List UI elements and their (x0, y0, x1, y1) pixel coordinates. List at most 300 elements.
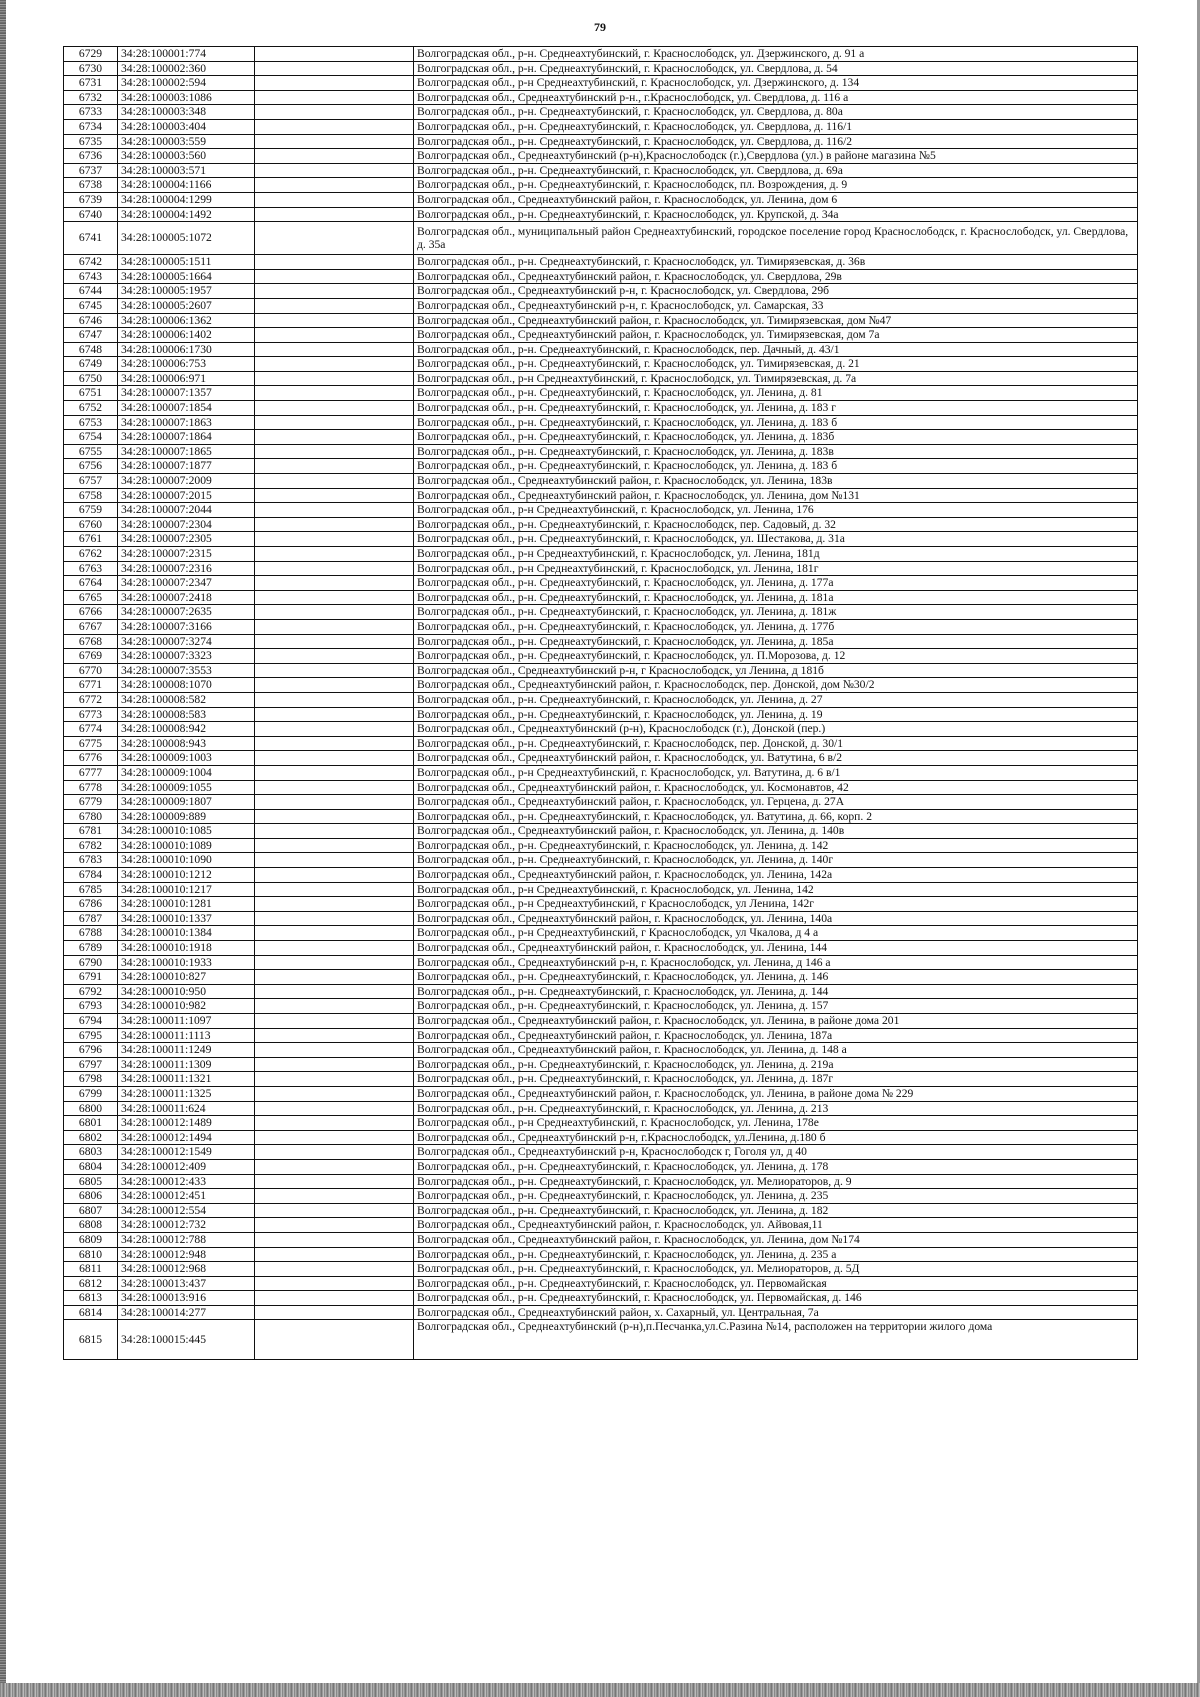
address-cell: Волгоградская обл., Среднеахтубинский район, г. Краснослободск, ул. Ленина, 142а (414, 868, 1138, 883)
address-cell: Волгоградская обл., р-н. Среднеахтубинский, г. Краснослободск, ул. Ленина, д. 140г (414, 853, 1138, 868)
table-row (64, 634, 1138, 649)
address-cell: Волгоградская обл., Среднеахтубинский район, г. Краснослободск, ул. Ленина, дом №174 (414, 1232, 1138, 1247)
address-cell: Волгоградская обл., Среднеахтубинский (р-н),п.Песчанка,ул.С.Разина №14, расположен на территории жилого дома (414, 1320, 1138, 1360)
table-row (64, 780, 1138, 795)
table-row (64, 868, 1138, 883)
table-row (64, 911, 1138, 926)
address-cell: Волгоградская обл., р-н. Среднеахтубинский, г. Краснослободск, ул. Ленина, д. 142 (414, 838, 1138, 853)
table-row (64, 1072, 1138, 1087)
cadastral-number-cell: 34:28:100010:950 (118, 984, 255, 999)
cadastral-number-cell: 34:28:100011:1097 (118, 1014, 255, 1029)
empty-cell (255, 357, 414, 372)
empty-cell (255, 955, 414, 970)
row-number-cell: 6811 (64, 1262, 118, 1277)
empty-cell (255, 134, 414, 149)
address-cell: Волгоградская обл., р-н Среднеахтубинский, г. Краснослободск, ул. Ленина, 181д (414, 547, 1138, 562)
address-cell: Волгоградская обл., р-н. Среднеахтубинский, г. Краснослободск, ул. Ленина, д. 144 (414, 984, 1138, 999)
table-row (64, 342, 1138, 357)
table-row (64, 459, 1138, 474)
cadastral-number-cell: 34:28:100011:1249 (118, 1043, 255, 1058)
address-cell: Волгоградская обл., Среднеахтубинский р-н, г.Краснослободск, ул.Ленина, д.180 б (414, 1130, 1138, 1145)
row-number-cell: 6800 (64, 1101, 118, 1116)
row-number-cell: 6808 (64, 1218, 118, 1233)
address-cell: Волгоградская обл., р-н Среднеахтубинский, г. Краснослободск, ул. Ватутина, д. 6 в/1 (414, 765, 1138, 780)
table-row (64, 90, 1138, 105)
address-cell: Волгоградская обл., р-н. Среднеахтубинский, г. Краснослободск, ул. Свердлова, д. 116/1 (414, 119, 1138, 134)
empty-cell (255, 532, 414, 547)
empty-cell (255, 298, 414, 313)
cadastral-number-cell: 34:28:100007:3553 (118, 663, 255, 678)
cadastral-number-cell: 34:28:100012:451 (118, 1189, 255, 1204)
empty-cell (255, 1028, 414, 1043)
address-cell: Волгоградская обл., Среднеахтубинский р-н, г. Краснослободск, ул. Ленина, д 146 а (414, 955, 1138, 970)
table-row (64, 941, 1138, 956)
cadastral-number-cell: 34:28:100003:348 (118, 105, 255, 120)
address-cell: Волгоградская обл., Среднеахтубинский район, г. Краснослободск, ул. Космонавтов, 42 (414, 780, 1138, 795)
row-number-cell: 6794 (64, 1014, 118, 1029)
cadastral-number-cell: 34:28:100010:827 (118, 970, 255, 985)
row-number-cell: 6795 (64, 1028, 118, 1043)
empty-cell (255, 984, 414, 999)
row-number-cell: 6741 (64, 222, 118, 255)
empty-cell (255, 386, 414, 401)
table-row (64, 678, 1138, 693)
cadastral-number-cell: 34:28:100011:1321 (118, 1072, 255, 1087)
row-number-cell: 6791 (64, 970, 118, 985)
address-cell: Волгоградская обл., Среднеахтубинский район, г. Краснослободск, ул. Ленина, 144 (414, 941, 1138, 956)
row-number-cell: 6787 (64, 911, 118, 926)
table-row (64, 269, 1138, 284)
table-row (64, 163, 1138, 178)
empty-cell (255, 207, 414, 222)
address-cell: Волгоградская обл., р-н Среднеахтубинский, г Краснослободск, ул Ленина, 142г (414, 897, 1138, 912)
table-row (64, 1043, 1138, 1058)
address-cell: Волгоградская обл., Среднеахтубинский район, г. Краснослободск, ул. Ленина, в районе дома 201 (414, 1014, 1138, 1029)
table-row (64, 561, 1138, 576)
empty-cell (255, 882, 414, 897)
row-number-cell: 6772 (64, 692, 118, 707)
address-cell: Волгоградская обл., р-н Среднеахтубинский, г. Краснослободск, ул. Дзержинского, д. 134 (414, 76, 1138, 91)
empty-cell (255, 371, 414, 386)
empty-cell (255, 269, 414, 284)
cadastral-number-cell: 34:28:100006:1730 (118, 342, 255, 357)
table-row (64, 736, 1138, 751)
address-cell: Волгоградская обл., р-н. Среднеахтубинский, г. Краснослободск, ул. Крупской, д. 34а (414, 207, 1138, 222)
address-cell: Волгоградская обл., р-н. Среднеахтубинский, г. Краснослободск, ул. Ленина, д. 183б (414, 430, 1138, 445)
empty-cell (255, 1305, 414, 1320)
empty-cell (255, 547, 414, 562)
row-number-cell: 6790 (64, 955, 118, 970)
property-registry-table (63, 46, 1138, 1360)
row-number-cell: 6783 (64, 853, 118, 868)
row-number-cell: 6736 (64, 149, 118, 164)
address-cell: Волгоградская обл., р-н. Среднеахтубинский, г. Краснослободск, ул. Тимирязевская, д. 36в (414, 255, 1138, 270)
table-row (64, 984, 1138, 999)
cadastral-number-cell: 34:28:100012:968 (118, 1262, 255, 1277)
table-row (64, 882, 1138, 897)
table-row (64, 1232, 1138, 1247)
row-number-cell: 6756 (64, 459, 118, 474)
address-cell: Волгоградская обл., Среднеахтубинский р-н, Краснослободск г, Гоголя ул, д 40 (414, 1145, 1138, 1160)
empty-cell (255, 809, 414, 824)
table-row (64, 313, 1138, 328)
table-row (64, 371, 1138, 386)
cadastral-number-cell: 34:28:100013:437 (118, 1276, 255, 1291)
cadastral-number-cell: 34:28:100007:1865 (118, 444, 255, 459)
address-cell: Волгоградская обл., Среднеахтубинский район, г. Краснослободск, ул. Ленина, 187а (414, 1028, 1138, 1043)
table-row (64, 897, 1138, 912)
cadastral-number-cell: 34:28:100003:571 (118, 163, 255, 178)
address-cell: Волгоградская обл., р-н. Среднеахтубинский, г. Краснослободск, ул. Тимирязевская, д. 21 (414, 357, 1138, 372)
table-row (64, 444, 1138, 459)
row-number-cell: 6749 (64, 357, 118, 372)
cadastral-number-cell: 34:28:100012:732 (118, 1218, 255, 1233)
row-number-cell: 6786 (64, 897, 118, 912)
address-cell: Волгоградская обл., р-н. Среднеахтубинский, г. Краснослободск, ул. Ленина, д. 183 б (414, 415, 1138, 430)
cadastral-number-cell: 34:28:100010:1090 (118, 853, 255, 868)
address-cell: Волгоградская обл., р-н. Среднеахтубинский, г. Краснослободск, ул. Мелиораторов, д. 9 (414, 1174, 1138, 1189)
table-row (64, 838, 1138, 853)
address-cell: Волгоградская обл., р-н. Среднеахтубинский, г. Краснослободск, ул. Ленина, д. 177а (414, 576, 1138, 591)
cadastral-number-cell: 34:28:100008:583 (118, 707, 255, 722)
address-cell: Волгоградская обл., р-н. Среднеахтубинский, г. Краснослободск, ул. Ленина, д. 81 (414, 386, 1138, 401)
address-cell: Волгоградская обл., р-н. Среднеахтубинский, г. Краснослободск, ул. Ленина, д. 219а (414, 1057, 1138, 1072)
table-row (64, 76, 1138, 91)
table-row (64, 222, 1138, 255)
empty-cell (255, 1086, 414, 1101)
address-cell: Волгоградская обл., р-н. Среднеахтубинский, г. Краснослободск, ул. Ленина, д. 235 а (414, 1247, 1138, 1262)
address-cell: Волгоградская обл., р-н. Среднеахтубинский, г. Краснослободск, ул. Свердлова, д. 80а (414, 105, 1138, 120)
address-cell: Волгоградская обл., р-н Среднеахтубинский, г. Краснослободск, ул. Ленина, 176 (414, 503, 1138, 518)
cadastral-number-cell: 34:28:100010:1337 (118, 911, 255, 926)
row-number-cell: 6776 (64, 751, 118, 766)
table-row (64, 765, 1138, 780)
cadastral-number-cell: 34:28:100004:1492 (118, 207, 255, 222)
address-cell: Волгоградская обл., р-н. Среднеахтубинский, г. Краснослободск, ул. П.Морозова, д. 12 (414, 649, 1138, 664)
table-row (64, 1276, 1138, 1291)
empty-cell (255, 795, 414, 810)
empty-cell (255, 517, 414, 532)
cadastral-number-cell: 34:28:100002:360 (118, 61, 255, 76)
address-cell: Волгоградская обл., р-н. Среднеахтубинский, г. Краснослободск, ул. Ленина, д. 185а (414, 634, 1138, 649)
table-row (64, 517, 1138, 532)
row-number-cell: 6796 (64, 1043, 118, 1058)
cadastral-number-cell: 34:28:100012:554 (118, 1203, 255, 1218)
address-cell: Волгоградская обл., р-н Среднеахтубинский, г. Краснослободск, ул. Ленина, 142 (414, 882, 1138, 897)
empty-cell (255, 576, 414, 591)
table-row (64, 619, 1138, 634)
table-row (64, 1305, 1138, 1320)
table-row (64, 119, 1138, 134)
address-cell: Волгоградская обл., Среднеахтубинский район, г. Краснослободск, ул. Ватутина, 6 в/2 (414, 751, 1138, 766)
empty-cell (255, 780, 414, 795)
cadastral-number-cell: 34:28:100005:1664 (118, 269, 255, 284)
row-number-cell: 6798 (64, 1072, 118, 1087)
row-number-cell: 6750 (64, 371, 118, 386)
cadastral-number-cell: 34:28:100010:1089 (118, 838, 255, 853)
cadastral-number-cell: 34:28:100015:445 (118, 1320, 255, 1360)
address-cell: Волгоградская обл., Среднеахтубинский район, г. Краснослободск, ул. Ленина, дом №131 (414, 488, 1138, 503)
address-cell: Волгоградская обл., Среднеахтубинский р-н, г. Краснослободск, ул. Свердлова, 29б (414, 284, 1138, 299)
cadastral-number-cell: 34:28:100008:942 (118, 722, 255, 737)
cadastral-number-cell: 34:28:100005:1957 (118, 284, 255, 299)
empty-cell (255, 838, 414, 853)
cadastral-number-cell: 34:28:100003:404 (118, 119, 255, 134)
empty-cell (255, 149, 414, 164)
table-row (64, 1203, 1138, 1218)
cadastral-number-cell: 34:28:100005:2607 (118, 298, 255, 313)
empty-cell (255, 474, 414, 489)
empty-cell (255, 90, 414, 105)
cadastral-number-cell: 34:28:100007:2315 (118, 547, 255, 562)
cadastral-number-cell: 34:28:100003:1086 (118, 90, 255, 105)
empty-cell (255, 1043, 414, 1058)
address-cell: Волгоградская обл., р-н. Среднеахтубинский, г. Краснослободск, ул. Ленина, д. 178 (414, 1159, 1138, 1174)
table-row (64, 547, 1138, 562)
row-number-cell: 6775 (64, 736, 118, 751)
row-number-cell: 6814 (64, 1305, 118, 1320)
cadastral-number-cell: 34:28:100007:1864 (118, 430, 255, 445)
address-cell: Волгоградская обл., р-н. Среднеахтубинский, г. Краснослободск, ул. Мелиораторов, д. 5Д (414, 1262, 1138, 1277)
address-cell: Волгоградская обл., Среднеахтубинский район, г. Краснослободск, ул. Тимирязевская, дом №47 (414, 313, 1138, 328)
row-number-cell: 6729 (64, 47, 118, 62)
empty-cell (255, 1232, 414, 1247)
empty-cell (255, 1320, 414, 1360)
address-cell: Волгоградская обл., р-н. Среднеахтубинский, г. Краснослободск, ул. Ленина, д. 157 (414, 999, 1138, 1014)
address-cell: Волгоградская обл., Среднеахтубинский район, г. Краснослободск, ул. Ленина, в районе дома № 229 (414, 1086, 1138, 1101)
empty-cell (255, 765, 414, 780)
table-row (64, 1320, 1138, 1360)
scan-edge-left (0, 0, 6, 1697)
address-cell: Волгоградская обл., р-н Среднеахтубинский, г. Краснослободск, ул. Ленина, 178е (414, 1116, 1138, 1131)
row-number-cell: 6781 (64, 824, 118, 839)
address-cell: Волгоградская обл., р-н Среднеахтубинский, г. Краснослободск, ул. Ленина, 181г (414, 561, 1138, 576)
cadastral-number-cell: 34:28:100003:560 (118, 149, 255, 164)
table-row (64, 284, 1138, 299)
empty-cell (255, 76, 414, 91)
address-cell: Волгоградская обл., р-н. Среднеахтубинский, г. Краснослободск, пер. Донской, д. 30/1 (414, 736, 1138, 751)
empty-cell (255, 401, 414, 416)
empty-cell (255, 1101, 414, 1116)
empty-cell (255, 119, 414, 134)
empty-cell (255, 561, 414, 576)
empty-cell (255, 1247, 414, 1262)
address-cell: Волгоградская обл., Среднеахтубинский (р-н), Краснослободск (г.), Донской (пер.) (414, 722, 1138, 737)
row-number-cell: 6737 (64, 163, 118, 178)
cadastral-number-cell: 34:28:100007:3274 (118, 634, 255, 649)
row-number-cell: 6746 (64, 313, 118, 328)
row-number-cell: 6743 (64, 269, 118, 284)
empty-cell (255, 663, 414, 678)
empty-cell (255, 284, 414, 299)
empty-cell (255, 192, 414, 207)
row-number-cell: 6785 (64, 882, 118, 897)
empty-cell (255, 970, 414, 985)
table-row (64, 503, 1138, 518)
cadastral-number-cell: 34:28:100012:788 (118, 1232, 255, 1247)
empty-cell (255, 897, 414, 912)
cadastral-number-cell: 34:28:100007:1877 (118, 459, 255, 474)
address-cell: Волгоградская обл., р-н. Среднеахтубинский, г. Краснослободск, ул. Свердлова, д. 69а (414, 163, 1138, 178)
row-number-cell: 6758 (64, 488, 118, 503)
cadastral-number-cell: 34:28:100014:277 (118, 1305, 255, 1320)
table-row (64, 1057, 1138, 1072)
cadastral-number-cell: 34:28:100007:2044 (118, 503, 255, 518)
address-cell: Волгоградская обл., Среднеахтубинский район, х. Сахарный, ул. Центральная, 7а (414, 1305, 1138, 1320)
table-row (64, 809, 1138, 824)
table-row (64, 298, 1138, 313)
empty-cell (255, 1130, 414, 1145)
table-row (64, 1159, 1138, 1174)
cadastral-number-cell: 34:28:100007:2015 (118, 488, 255, 503)
empty-cell (255, 1072, 414, 1087)
table-row (64, 255, 1138, 270)
empty-cell (255, 853, 414, 868)
address-cell: Волгоградская обл., р-н. Среднеахтубинский, г. Краснослободск, ул. Дзержинского, д. 91 а (414, 47, 1138, 62)
cadastral-number-cell: 34:28:100007:1854 (118, 401, 255, 416)
row-number-cell: 6759 (64, 503, 118, 518)
row-number-cell: 6751 (64, 386, 118, 401)
address-cell: Волгоградская обл., р-н. Среднеахтубинский, г. Краснослободск, ул. Ленина, д. 187г (414, 1072, 1138, 1087)
address-cell: Волгоградская обл., муниципальный район Среднеахтубинский, городское поселение город Краснослободск, г. Краснослободск, ул. Свердлова, д. 35а (414, 222, 1138, 255)
cadastral-number-cell: 34:28:100009:1055 (118, 780, 255, 795)
address-cell: Волгоградская обл., Среднеахтубинский район, г. Краснослободск, ул. Тимирязевская, дом 7а (414, 328, 1138, 343)
address-cell: Волгоградская обл., р-н. Среднеахтубинский, г. Краснослободск, ул. Ленина, д. 183в (414, 444, 1138, 459)
empty-cell (255, 488, 414, 503)
row-number-cell: 6792 (64, 984, 118, 999)
row-number-cell: 6804 (64, 1159, 118, 1174)
table-row (64, 649, 1138, 664)
row-number-cell: 6730 (64, 61, 118, 76)
address-cell: Волгоградская обл., р-н. Среднеахтубинский, г. Краснослободск, ул. Ленина, д. 181а (414, 590, 1138, 605)
row-number-cell: 6754 (64, 430, 118, 445)
row-number-cell: 6752 (64, 401, 118, 416)
empty-cell (255, 649, 414, 664)
table-row (64, 357, 1138, 372)
row-number-cell: 6806 (64, 1189, 118, 1204)
empty-cell (255, 707, 414, 722)
row-number-cell: 6744 (64, 284, 118, 299)
empty-cell (255, 722, 414, 737)
row-number-cell: 6757 (64, 474, 118, 489)
empty-cell (255, 1276, 414, 1291)
empty-cell (255, 503, 414, 518)
table-row (64, 1291, 1138, 1306)
cadastral-number-cell: 34:28:100007:2009 (118, 474, 255, 489)
row-number-cell: 6784 (64, 868, 118, 883)
empty-cell (255, 941, 414, 956)
empty-cell (255, 911, 414, 926)
table-row (64, 970, 1138, 985)
table-row (64, 722, 1138, 737)
cadastral-number-cell: 34:28:100012:948 (118, 1247, 255, 1262)
cadastral-number-cell: 34:28:100002:594 (118, 76, 255, 91)
table-row (64, 1130, 1138, 1145)
cadastral-number-cell: 34:28:100010:1384 (118, 926, 255, 941)
cadastral-number-cell: 34:28:100010:1212 (118, 868, 255, 883)
empty-cell (255, 459, 414, 474)
table-row (64, 105, 1138, 120)
row-number-cell: 6778 (64, 780, 118, 795)
table-row (64, 1116, 1138, 1131)
empty-cell (255, 1174, 414, 1189)
table-row (64, 824, 1138, 839)
address-cell: Волгоградская обл., Среднеахтубинский район, г. Краснослободск, ул. Свердлова, 29в (414, 269, 1138, 284)
table-row (64, 1101, 1138, 1116)
empty-cell (255, 444, 414, 459)
row-number-cell: 6774 (64, 722, 118, 737)
table-row (64, 795, 1138, 810)
row-number-cell: 6767 (64, 619, 118, 634)
table-row (64, 178, 1138, 193)
address-cell: Волгоградская обл., Среднеахтубинский р-н, г. Краснослободск, ул. Самарская, 33 (414, 298, 1138, 313)
cadastral-number-cell: 34:28:100007:2418 (118, 590, 255, 605)
row-number-cell: 6779 (64, 795, 118, 810)
row-number-cell: 6809 (64, 1232, 118, 1247)
table-row (64, 430, 1138, 445)
table-row (64, 663, 1138, 678)
empty-cell (255, 430, 414, 445)
cadastral-number-cell: 34:28:100010:1085 (118, 824, 255, 839)
table-row (64, 192, 1138, 207)
row-number-cell: 6799 (64, 1086, 118, 1101)
row-number-cell: 6813 (64, 1291, 118, 1306)
row-number-cell: 6789 (64, 941, 118, 956)
address-cell: Волгоградская обл., Среднеахтубинский район, г. Краснослободск, ул. Ленина, д. 148 а (414, 1043, 1138, 1058)
address-cell: Волгоградская обл., Среднеахтубинский район, г. Краснослободск, пер. Донской, дом №30/2 (414, 678, 1138, 693)
empty-cell (255, 415, 414, 430)
table-row (64, 1145, 1138, 1160)
table-row (64, 386, 1138, 401)
cadastral-number-cell: 34:28:100010:1933 (118, 955, 255, 970)
table-row (64, 488, 1138, 503)
table-row (64, 474, 1138, 489)
table-row (64, 1174, 1138, 1189)
cadastral-number-cell: 34:28:100009:1807 (118, 795, 255, 810)
table-row (64, 955, 1138, 970)
empty-cell (255, 163, 414, 178)
address-cell: Волгоградская обл., р-н. Среднеахтубинский, г. Краснослободск, ул. Ленина, д. 19 (414, 707, 1138, 722)
row-number-cell: 6734 (64, 119, 118, 134)
table-row (64, 1086, 1138, 1101)
cadastral-number-cell: 34:28:100012:1489 (118, 1116, 255, 1131)
cadastral-number-cell: 34:28:100007:2305 (118, 532, 255, 547)
scan-edge-bottom (0, 1683, 1200, 1697)
empty-cell (255, 678, 414, 693)
address-cell: Волгоградская обл., р-н. Среднеахтубинский, г. Краснослободск, ул. Свердлова, д. 116/2 (414, 134, 1138, 149)
row-number-cell: 6812 (64, 1276, 118, 1291)
cadastral-number-cell: 34:28:100001:774 (118, 47, 255, 62)
row-number-cell: 6803 (64, 1145, 118, 1160)
empty-cell (255, 328, 414, 343)
empty-cell (255, 1203, 414, 1218)
row-number-cell: 6753 (64, 415, 118, 430)
empty-cell (255, 1159, 414, 1174)
empty-cell (255, 824, 414, 839)
cadastral-number-cell: 34:28:100007:2347 (118, 576, 255, 591)
address-cell: Волгоградская обл., Среднеахтубинский (р-н),Краснослободск (г.),Свердлова (ул.) в районе магазина №5 (414, 149, 1138, 164)
empty-cell (255, 61, 414, 76)
table-row (64, 1014, 1138, 1029)
registry-body (64, 47, 1138, 1360)
empty-cell (255, 619, 414, 634)
empty-cell (255, 1218, 414, 1233)
cadastral-number-cell: 34:28:100006:753 (118, 357, 255, 372)
row-number-cell: 6797 (64, 1057, 118, 1072)
row-number-cell: 6739 (64, 192, 118, 207)
row-number-cell: 6805 (64, 1174, 118, 1189)
row-number-cell: 6765 (64, 590, 118, 605)
